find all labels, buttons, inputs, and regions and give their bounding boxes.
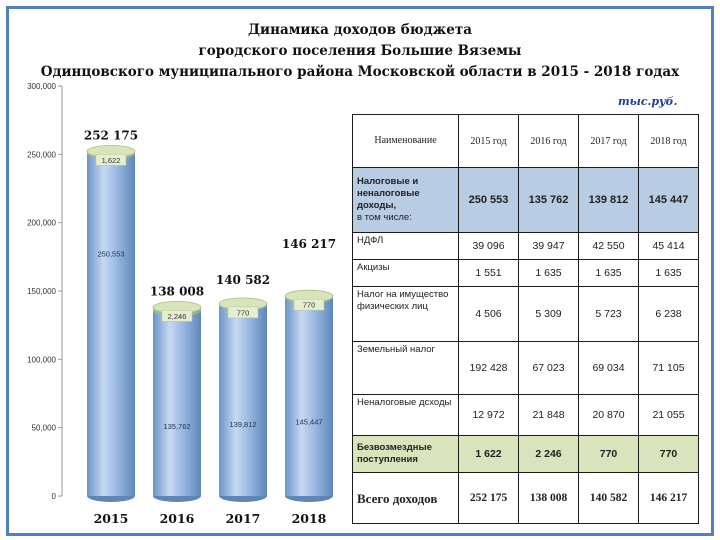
y-tick-label: 150,000 — [27, 287, 56, 296]
cell: 71 105 — [639, 342, 699, 395]
cell: 1 635 — [579, 260, 639, 287]
table-row-total — [353, 473, 699, 524]
row-name: НДФЛ — [353, 233, 459, 260]
y-tick-label: 250,000 — [27, 150, 56, 160]
cell: 1 622 — [459, 436, 519, 473]
cell: 2 246 — [519, 436, 579, 473]
table-header-row — [353, 115, 699, 168]
table-row-non-tax — [353, 395, 699, 436]
data-label-tax-2016: 135,762 — [163, 422, 191, 432]
cell: 135 762 — [519, 168, 579, 233]
title-line-3: Одинцовского муниципального района Московской области в 2015 - 2018 годах — [40, 64, 680, 80]
cell: 770 — [639, 436, 699, 473]
table-row-land-tax — [353, 342, 699, 395]
table-row-tax-revenue — [353, 168, 699, 233]
total-label-2018: 146 217 — [281, 237, 337, 252]
cell: 4 506 — [459, 287, 519, 342]
cell: 192 428 — [459, 342, 519, 395]
table-row-property-tax — [353, 287, 699, 342]
title-line-1: Динамика доходов бюджета — [248, 22, 472, 38]
cell: 21 848 — [519, 395, 579, 436]
cell: 39 947 — [519, 233, 579, 260]
header-2018: 2018 год — [639, 115, 699, 168]
cell: 250 553 — [459, 168, 519, 233]
row-name: Налог на имущество физических лиц — [353, 287, 459, 342]
cell: 6 238 — [639, 287, 699, 342]
cell: 5 723 — [579, 287, 639, 342]
bar-tax-2016 — [153, 310, 201, 496]
cell: 1 635 — [519, 260, 579, 287]
total-label-2016: 138 008 — [149, 284, 205, 299]
cell: 770 — [579, 436, 639, 473]
table-row-ndfl — [353, 233, 699, 260]
title-line-2: городского поселения Большие Вяземы — [198, 43, 522, 59]
cell: 146 217 — [639, 473, 699, 524]
cell: 140 582 — [579, 473, 639, 524]
cell: 45 414 — [639, 233, 699, 260]
data-label-tax-2018: 145,447 — [295, 417, 323, 427]
data-label-transfers-2018: 770 — [302, 300, 316, 310]
cell: 5 309 — [519, 287, 579, 342]
data-label-transfers-2016: 2,246 — [167, 311, 187, 321]
cell: 252 175 — [459, 473, 519, 524]
cell: 12 972 — [459, 395, 519, 436]
row-name: Земельный налог — [353, 342, 459, 395]
revenue-table — [352, 114, 699, 524]
x-tick-label-2017: 2017 — [225, 511, 261, 526]
total-label-2017: 140 582 — [215, 272, 271, 287]
cell: 69 034 — [579, 342, 639, 395]
table-row-transfers — [353, 436, 699, 473]
y-tick-label: 50,000 — [31, 423, 56, 433]
cell: 145 447 — [639, 168, 699, 233]
cell: 1 551 — [459, 260, 519, 287]
header-2017: 2017 год — [579, 115, 639, 168]
row-name: Налоговые и неналоговые доходы, в том числе: — [353, 168, 459, 233]
header-2016: 2016 год — [519, 115, 579, 168]
total-label-2015: 252 175 — [83, 128, 139, 143]
row-name: Неналоговые дсходы — [353, 395, 459, 436]
data-label-transfers-2015: 1,622 — [101, 155, 121, 165]
y-tick-label: 0 — [51, 492, 56, 501]
y-tick-label: 300,000 — [27, 82, 56, 91]
y-tick-label: 100,000 — [27, 355, 56, 365]
units-label: тыс.руб. — [618, 95, 678, 108]
row-name: Всего доходов — [353, 473, 459, 524]
row-name: Безвозмездные поступления — [353, 436, 459, 473]
table-row-excise — [353, 260, 699, 287]
header-2015: 2015 год — [459, 115, 519, 168]
cell: 67 023 — [519, 342, 579, 395]
row-name: Акцизы — [353, 260, 459, 287]
bar-tax-2017 — [219, 305, 267, 496]
x-tick-label-2015: 2015 — [93, 511, 129, 526]
x-tick-label-2018: 2018 — [291, 511, 327, 526]
cell: 39 096 — [459, 233, 519, 260]
x-tick-label-2016: 2016 — [159, 511, 195, 526]
data-label-tax-2017: 139,812 — [229, 420, 257, 430]
cell: 21 055 — [639, 395, 699, 436]
cell: 42 550 — [579, 233, 639, 260]
cell: 20 870 — [579, 395, 639, 436]
cell: 1 635 — [639, 260, 699, 287]
data-label-transfers-2017: 770 — [236, 308, 250, 318]
bar-tax-2015 — [87, 154, 135, 496]
cell: 139 812 — [579, 168, 639, 233]
y-tick-label: 200,000 — [27, 218, 56, 228]
header-name: Наименование — [353, 115, 459, 168]
cell: 138 008 — [519, 473, 579, 524]
bar-tax-2018 — [285, 297, 333, 496]
data-label-tax-2015: 250,553 — [97, 249, 125, 259]
